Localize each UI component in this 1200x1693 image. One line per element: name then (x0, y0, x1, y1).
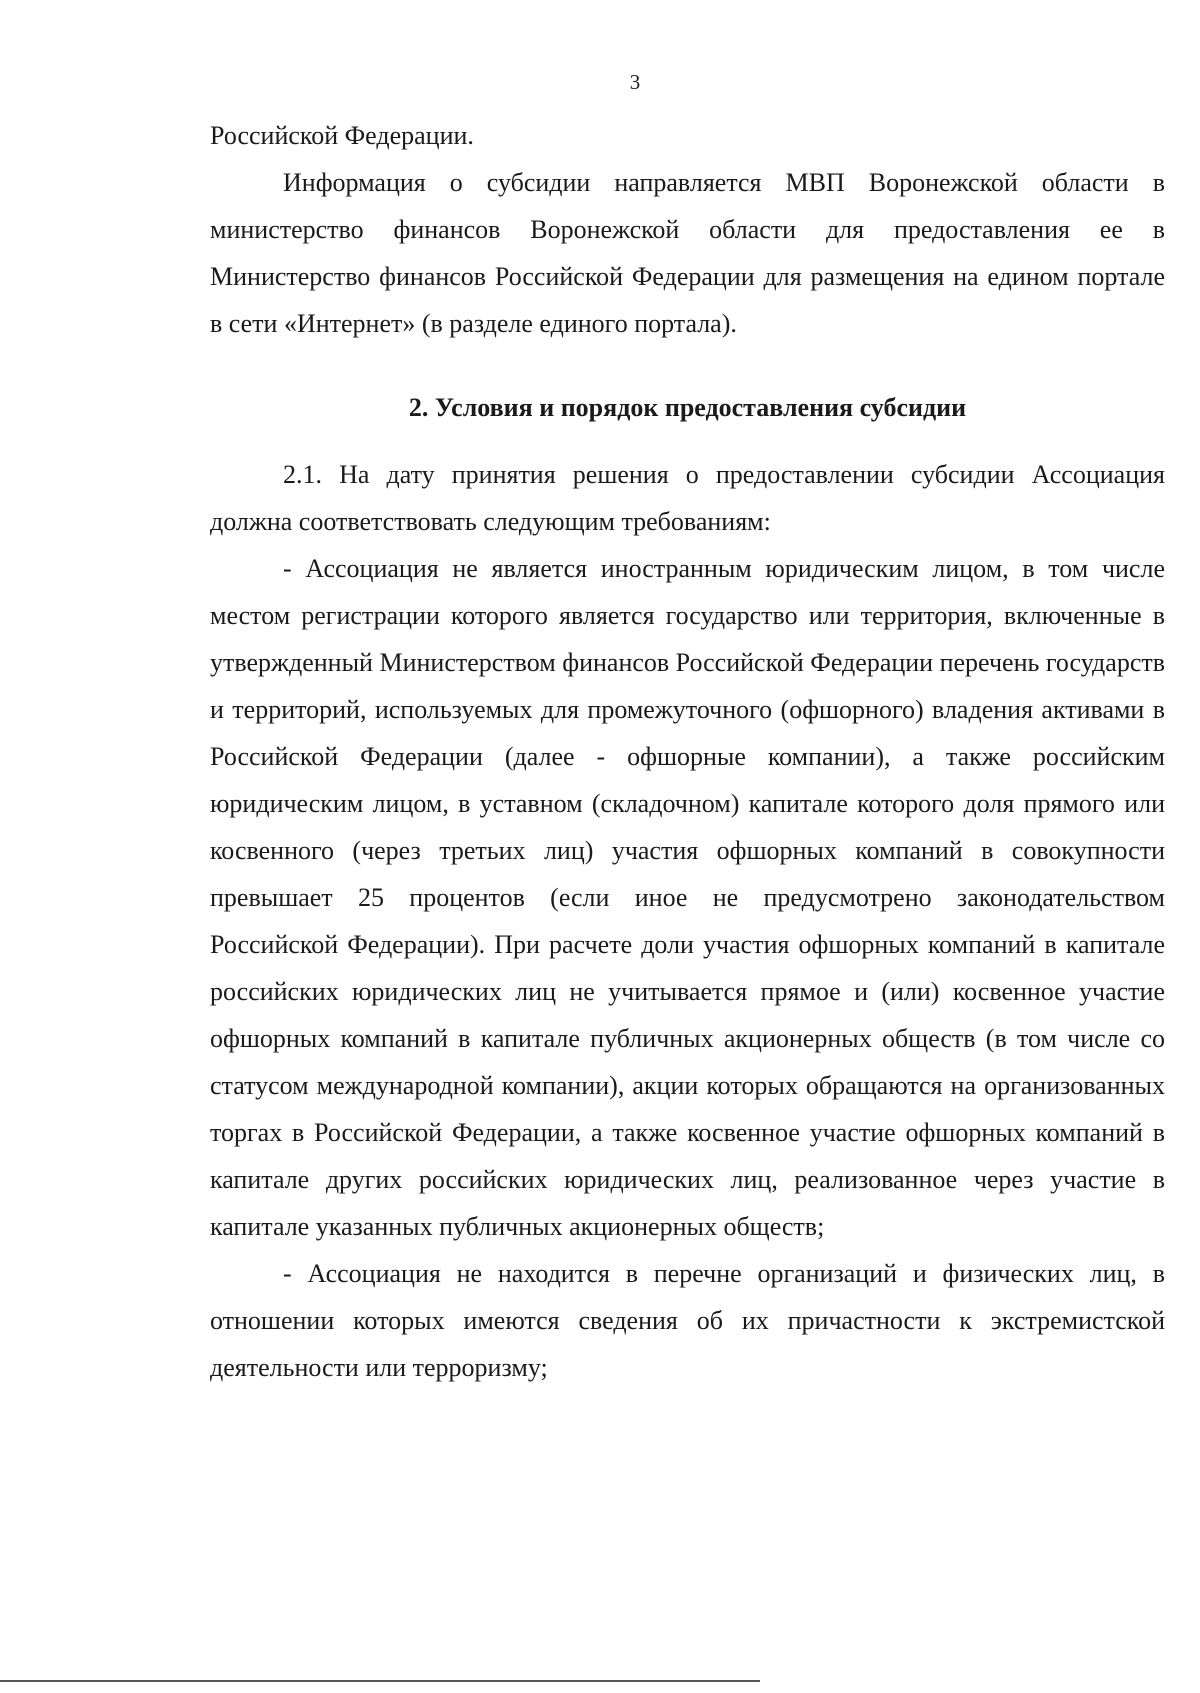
page-number: 3 (629, 70, 641, 94)
paragraph-subsidy-info: Информация о субсидии направляется МВП Воронежской области в министерство финансов Воронежской области для предоставления ее в Министерство финансов Российской Федерации для размещения на едином портале в сети «Интернет» (в разделе единого портала). (210, 168, 1165, 338)
spacer (210, 347, 1165, 369)
document-body (210, 112, 1165, 1391)
footer-rule (0, 1680, 760, 1682)
paragraph-requirements-intro: 2.1. На дату принятия решения о предоставлении субсидии Ассоциация должна соответствовать следующим требованиям: (210, 460, 1165, 536)
section-heading: 2. Условия и порядок предоставления субсидии (408, 393, 967, 422)
paragraph-continuation: Российской Федерации. (210, 121, 474, 150)
paragraph-requirement-offshore: - Ассоциация не является иностранным юридическим лицом, в том числе местом регистрации которого является государство или территория, включенные в утвержденный Министерством финансов Российской Федерации перечень государств и территорий, используемых для промежуточного (офшорного) владения активами в Российской Федерации (далее - офшорные компании), а также российским юридическим лицом, в уставном (складочном) капитале которого доля прямого или косвенного (через третьих лиц) участия офшорных компаний в совокупности превышает 25 процентов (если иное не предусмотрено законодательством Российской Федерации). При расчете доли участия офшорных компаний в капитале российских юридических лиц не учитывается прямое и (или) косвенное участие офшорных компаний в капитале публичных акционерных обществ (в том числе со статусом международной компании), акции которых обращаются на организованных торгах в Российской Федерации, а также косвенное участие офшорных компаний в капитале других российских юридических лиц, реализованное через участие в капитале указанных публичных акционерных обществ; (210, 554, 1166, 1241)
paragraph-requirement-extremism: - Ассоциация не находится в перечне организаций и физических лиц, в отношении которых имеются сведения об их причастности к экстремистской деятельности или терроризму; (210, 1259, 1165, 1382)
